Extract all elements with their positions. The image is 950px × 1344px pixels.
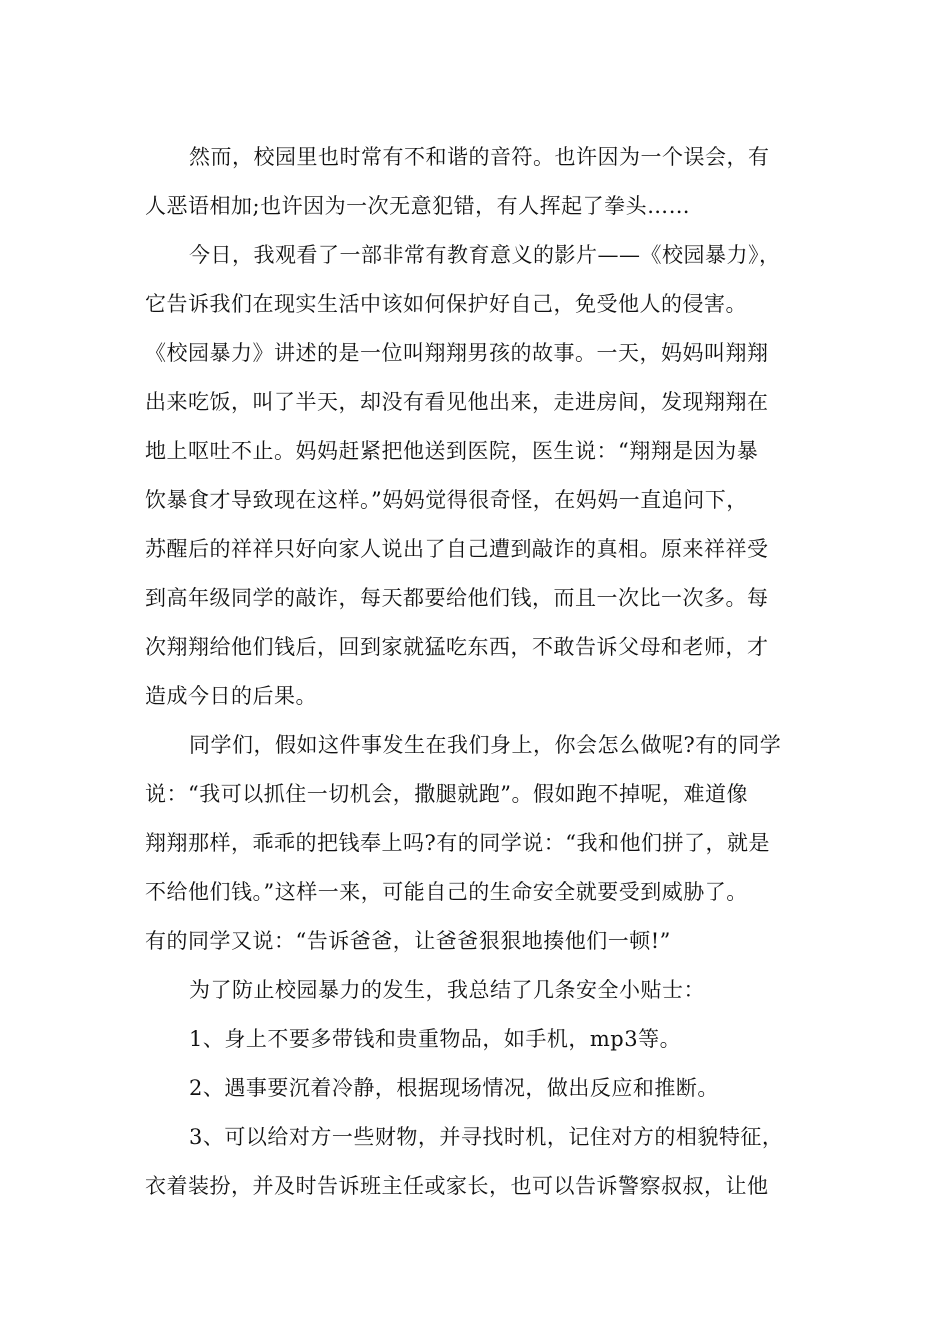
text-line: 地上呕吐不止。妈妈赶紧把他送到医院，医生说：“翔翔是因为暴	[145, 439, 759, 463]
paragraph-2	[145, 231, 815, 721]
paragraph-3	[145, 721, 815, 966]
text-line: 说：“我可以抓住一切机会，撒腿就跑”。假如跑不掉呢，难道像	[145, 782, 748, 806]
text-line: 然而，校园里也时常有不和谐的音符。也许因为一个误会，有	[189, 145, 770, 169]
text-line: 不给他们钱。”这样一来，可能自己的生命安全就要受到威胁了。	[145, 880, 748, 904]
text-line: 饮暴食才导致现在这样。”妈妈觉得很奇怪，在妈妈一直追问下，	[145, 488, 748, 512]
text-line: 次翔翔给他们钱后，回到家就猛吃东西，不敢告诉父母和老师，才	[145, 635, 769, 659]
text-line: 人恶语相加;也许因为一次无意犯错，有人挥起了拳头……	[145, 194, 691, 218]
text-line: 为了防止校园暴力的发生，我总结了几条安全小贴士：	[189, 978, 705, 1002]
text-line: 3、可以给对方一些财物，并寻找时机，记住对方的相貌特征，	[189, 1125, 784, 1149]
text-line: 今日，我观看了一部非常有教育意义的影片——《校园暴力》，	[189, 243, 781, 267]
text-line: 2、遇事要沉着冷静，根据现场情况，做出反应和推断。	[189, 1076, 719, 1100]
text-line: 造成今日的后果。	[145, 684, 317, 708]
tip-1	[145, 1015, 815, 1064]
text-line: 出来吃饭，叫了半天，却没有看见他出来，走进房间，发现翔翔在	[145, 390, 769, 414]
text-line: 1、身上不要多带钱和贵重物品，如手机，mp3等。	[189, 1027, 682, 1051]
text-line: 衣着装扮，并及时告诉班主任或家长，也可以告诉警察叔叔，让他	[145, 1174, 769, 1198]
text-line: 《校园暴力》讲述的是一位叫翔翔男孩的故事。一天，妈妈叫翔翔	[145, 341, 769, 365]
tip-2	[145, 1064, 815, 1113]
paragraph-4	[145, 966, 815, 1015]
tip-3	[145, 1113, 815, 1211]
text-line: 翔翔那样，乖乖的把钱奉上吗?有的同学说：“我和他们拼了，就是	[145, 831, 770, 855]
paragraph-1	[145, 133, 815, 231]
document-body	[145, 133, 815, 1211]
text-line: 同学们，假如这件事发生在我们身上，你会怎么做呢?有的同学	[189, 733, 782, 757]
text-line: 到高年级同学的敲诈，每天都要给他们钱，而且一次比一次多。每	[145, 586, 769, 610]
text-line: 苏醒后的祥祥只好向家人说出了自己遭到敲诈的真相。原来祥祥受	[145, 537, 769, 561]
text-line: 它告诉我们在现实生活中该如何保护好自己，免受他人的侵害。	[145, 292, 747, 316]
text-line: 有的同学又说：“告诉爸爸，让爸爸狠狠地揍他们一顿!”	[145, 929, 671, 953]
